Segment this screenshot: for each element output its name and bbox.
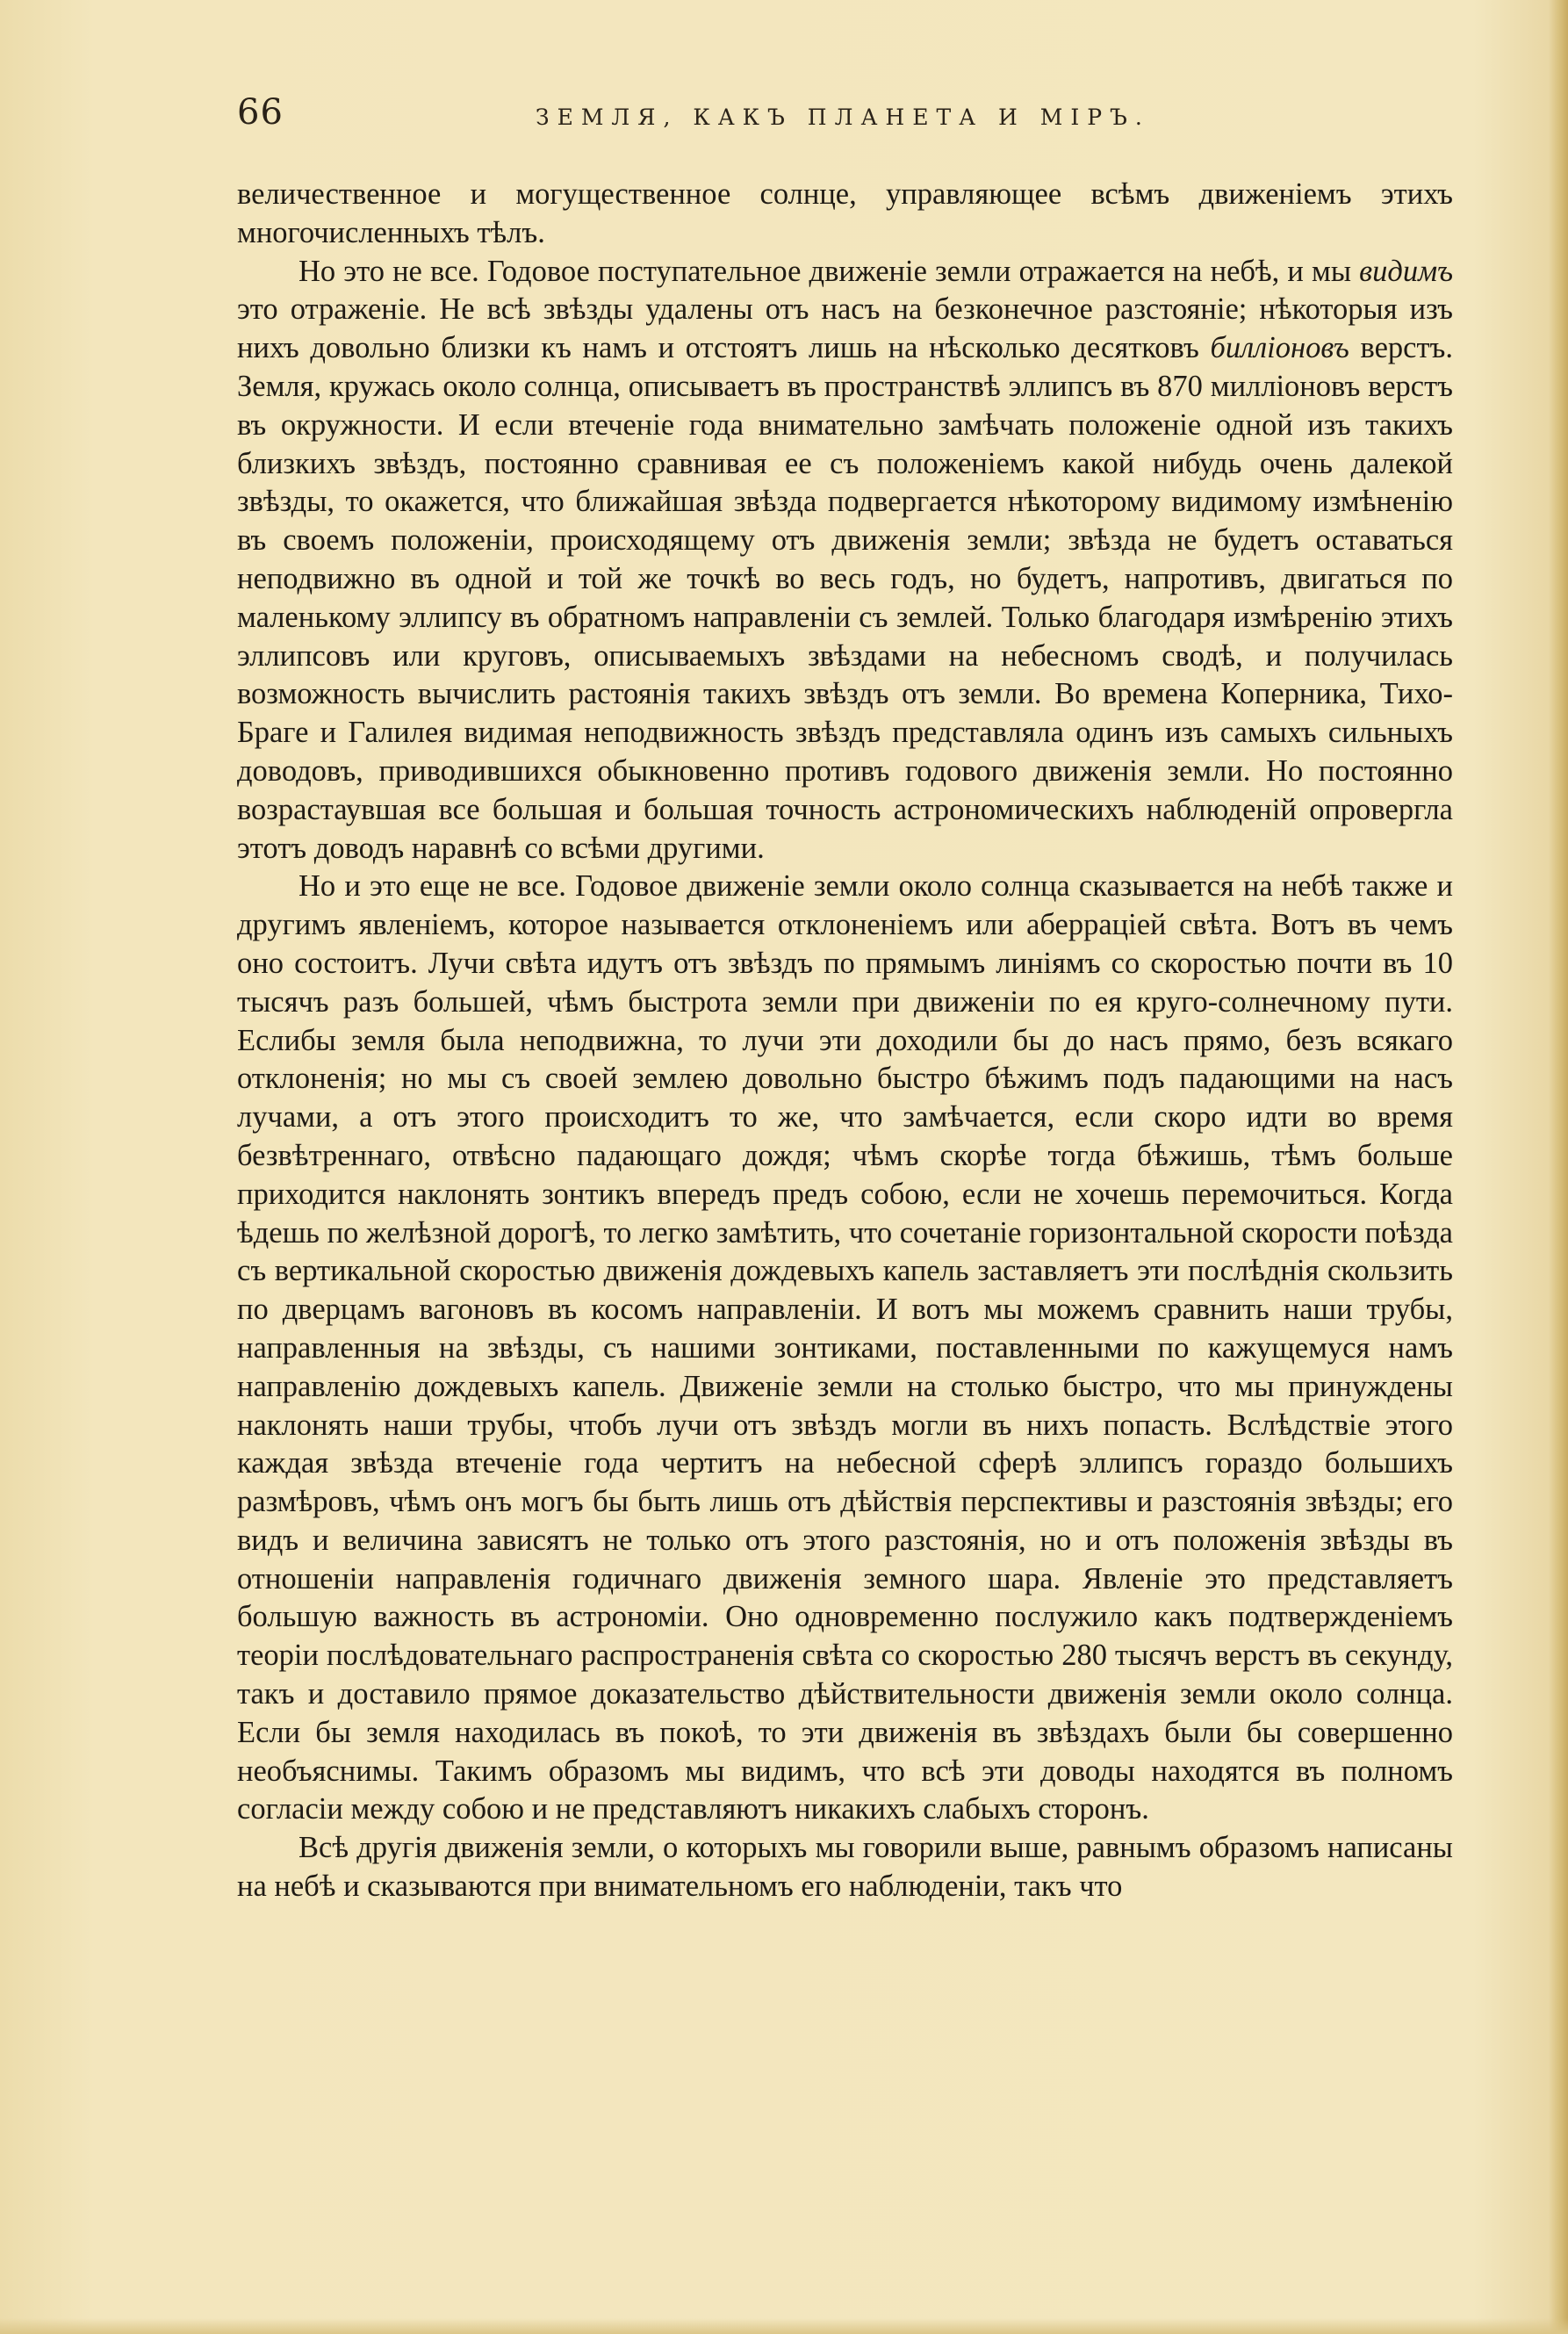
page-edge-shadow: [1549, 0, 1568, 2334]
body-text: [237, 176, 1453, 1906]
paragraph-2-text-a: Но это не все. Годовое поступательное движенiе земли отражается на небѣ, и мы: [298, 254, 1360, 288]
running-head: ЗЕМЛЯ, КАКЪ ПЛАНЕТА И МIРЪ.: [536, 104, 1150, 130]
paragraph-4: Всѣ другiя движенiя земли, о которыхъ мы говорили выше, равнымъ образомъ написаны на небѣ и сказываются при внимательномъ его наблюденiи, такъ что: [237, 1831, 1453, 1904]
page-header: [237, 92, 1457, 145]
page-bottom-shadow: [0, 2318, 1568, 2334]
paragraph-2: [237, 253, 1453, 868]
paragraph-2-emphasis-1: видимъ: [1359, 254, 1453, 288]
paragraph-1: величественное и могущественное солнце, управляющее всѣмъ движенiемъ этихъ многочисленныхъ тѣлъ.: [237, 177, 1453, 249]
page-number: 66: [237, 92, 284, 133]
paragraph-2-text-b: это отраженiе. Не всѣ звѣзды удалены отъ насъ на безконечное разстоянiе; нѣкоторыя изъ нихъ довольно близки къ намъ и отстоятъ лишь на нѣсколько десятковъ: [237, 292, 1453, 365]
paragraph-2-text-c: верстъ. Земля, кружась около солнца, описываетъ въ пространствѣ эллипсъ въ 870 миллiоновъ верстъ въ окружности. И если втеченiе года внимательно замѣчать положенiе одной изъ такихъ близкихъ звѣздъ, постоянно сравнивая ее съ положенiемъ какой нибудь очень далекой звѣзды, то окажется, что ближайшая звѣзда подвергается нѣкоторому видимому измѣненiю въ своемъ положенiи, происходящему отъ движенiя земли; звѣзда не будетъ оставаться неподвижно въ одной и той же точкѣ во весь годъ, но будетъ, напротивъ, двигаться по маленькому эллипсу въ обратномъ направленiи съ землей. Только благодаря измѣренiю этихъ эллипсовъ или круговъ, описываемыхъ звѣздами на небесномъ сводѣ, и получилась возможность вычислить растоянiя такихъ звѣздъ отъ земли. Во времена Коперника, Тихо-Браге и Галилея видимая неподвижность звѣздъ представляла одинъ изъ самыхъ сильныхъ доводовъ, приводившихся обыкновенно противъ годового движенiя земли. Но постоянно возрастаувшая все большая и большая точность астрономическихъ наблюденiй опровергла этотъ доводъ наравнѣ со всѣми другими.: [237, 331, 1453, 865]
paragraph-3: Но и это еще не все. Годовое движенiе земли около солнца сказывается на небѣ также и другимъ явленiемъ, которое называется отклоненiемъ или аберрацiей свѣта. Вотъ въ чемъ оно состоитъ. Лучи свѣта идутъ отъ звѣздъ по прямымъ линiямъ со скоростью почти въ 10 тысячъ разъ большей, чѣмъ быстрота земли при движенiи по ея круго-солнечному пути. Еслибы земля была неподвижна, то лучи эти доходили бы до насъ прямо, безъ всякаго отклоненiя; но мы съ своей землею довольно быстро бѣжимъ подъ падающими на насъ лучами, а отъ этого происходитъ то же, что замѣчается, если скоро идти во время безвѣтреннаго, отвѣсно падающаго дождя; чѣмъ скорѣе тогда бѣжишь, тѣмъ больше приходится наклонять зонтикъ впередъ предъ собою, если не хочешь перемочиться. Когда ѣдешь по желѣзной дорогѣ, то легко замѣтить, что сочетанiе горизонтальной скорости поѣзда съ вертикальной скоростью движенiя дождевыхъ капель заставляетъ эти послѣднiя скользить по дверцамъ вагоновъ въ косомъ направленiи. И вотъ мы можемъ сравнить наши трубы, направленныя на звѣзды, съ нашими зонтиками, поставленными по кажущемуся намъ направленiю дождевыхъ капель. Движенiе земли на столько быстро, что мы принуждены наклонять наши трубы, чтобъ лучи отъ звѣздъ могли въ нихъ попасть. Вслѣдствiе этого каждая звѣзда втеченiе года чертитъ на небесной сферѣ эллипсъ гораздо большихъ размѣровъ, чѣмъ онъ могъ бы быть лишь отъ дѣйствiя перспективы и разстоянiя звѣзды; его видъ и величина зависятъ не только отъ этого разстоянiя, но и отъ положенiя звѣзды въ отношенiи направленiя годичнаго движенiя земного шара. Явленiе это представляетъ большую важность въ астрономiи. Оно одновременно послужило какъ подтвержденiемъ теорiи послѣдовательнаго распространенiя свѣта со скоростью 280 тысячъ верстъ въ секунду, такъ и доставило прямое доказательство дѣйствительности движенiя земли около солнца. Если бы земля находилась въ покоѣ, то эти движенiя въ звѣздахъ были бы совершенно необъяснимы. Такимъ образомъ мы видимъ, что всѣ эти доводы находятся въ полномъ согласiи между собою и не представляютъ никакихъ слабыхъ сторонъ.: [237, 869, 1453, 1826]
paragraph-2-emphasis-2: биллiоновъ: [1210, 331, 1349, 365]
